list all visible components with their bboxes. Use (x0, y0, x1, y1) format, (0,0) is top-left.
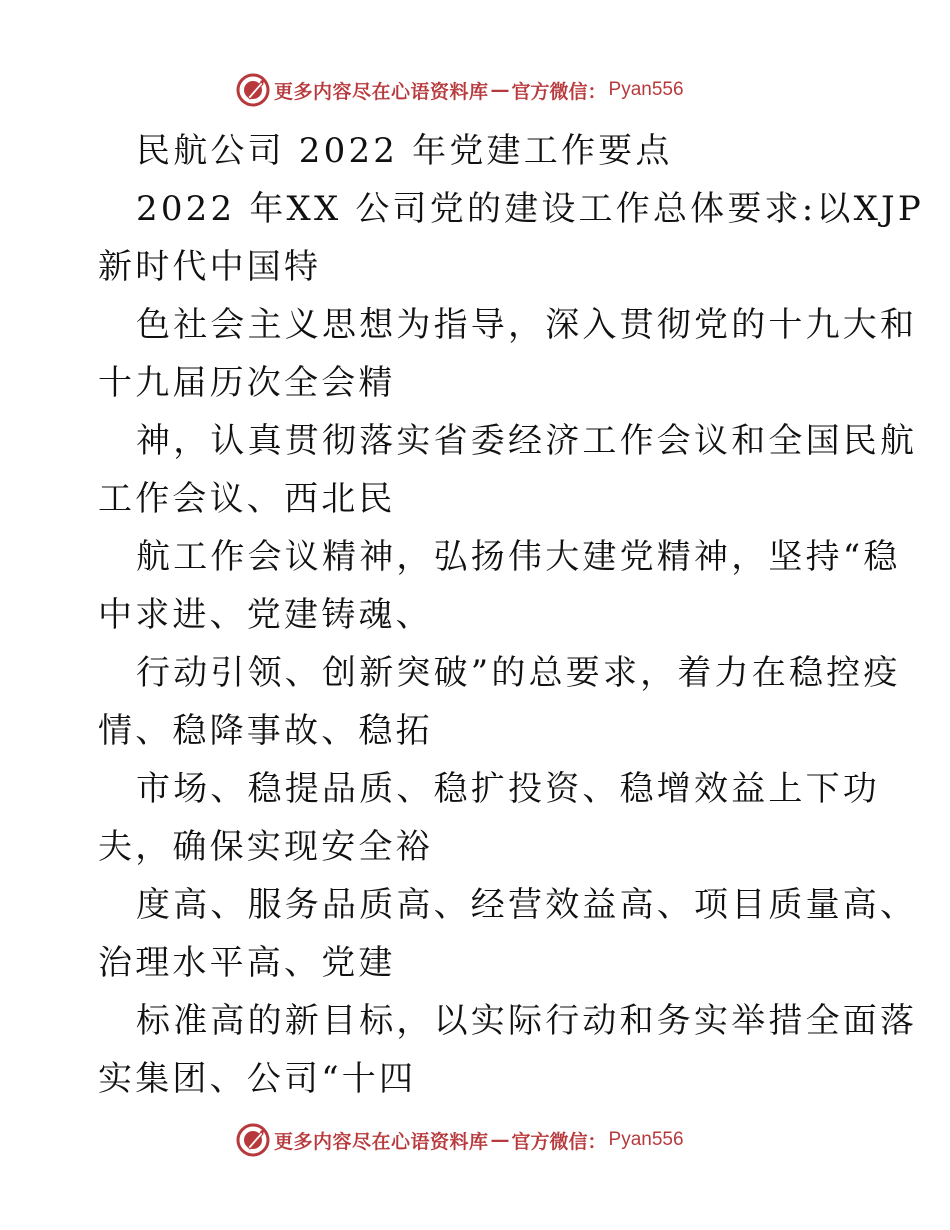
paragraph-line: 实集团、公司“十四 (98, 1059, 417, 1099)
paragraph-line: 行动引领、创新突破”的总要求，着力在稳控疫 (136, 653, 901, 693)
document-body (98, 122, 924, 1108)
paragraph-line: 2022 年XX 公司党的建设工作总体要求:以XJP (136, 189, 924, 229)
paragraph-line: 情、稳降事故、稳拓 (98, 711, 433, 751)
watermark-wechat-label: 官方微信： (511, 80, 607, 103)
watermark-text: 更多内容尽在心语资料库 (274, 80, 489, 103)
paragraph-line: 中求进、党建铸魂、 (98, 595, 433, 635)
paragraph-line: 神，认真贯彻落实省委经济工作会议和全国民航 (136, 421, 918, 461)
paragraph-line: 夫，确保实现安全裕 (98, 827, 433, 867)
header-watermark (236, 72, 684, 108)
paragraph-line: 十九届历次全会精 (98, 363, 396, 403)
brand-logo-icon (236, 73, 270, 107)
paragraph-line: 度高、服务品质高、经营效益高、项目质量高、 (136, 885, 918, 925)
watermark-wechat-label: 官方微信： (511, 1130, 607, 1153)
paragraph-line: 色社会主义思想为指导，深入贯彻党的十九大和 (136, 305, 918, 345)
paragraph-line: 新时代中国特 (98, 247, 322, 287)
brand-logo-icon (236, 1123, 270, 1157)
watermark-separator: — (490, 1129, 510, 1151)
paragraph-line: 工作会议、西北民 (98, 479, 396, 519)
paragraph-line: 治理水平高、党建 (98, 943, 396, 983)
watermark-separator: — (490, 79, 510, 101)
footer-watermark (236, 1122, 684, 1158)
watermark-wechat-id: Pyan556 (608, 79, 684, 100)
watermark-text: 更多内容尽在心语资料库 (274, 1130, 489, 1153)
watermark-wechat-id: Pyan556 (608, 1129, 684, 1150)
paragraph-line: 航工作会议精神，弘扬伟大建党精神，坚持“稳 (136, 537, 901, 577)
paragraph-line: 标准高的新目标，以实际行动和务实举措全面落 (136, 1001, 918, 1041)
paragraph-line: 市场、稳提品质、稳扩投资、稳增效益上下功 (136, 769, 880, 809)
document-title: 民航公司 2022 年党建工作要点 (136, 131, 673, 171)
